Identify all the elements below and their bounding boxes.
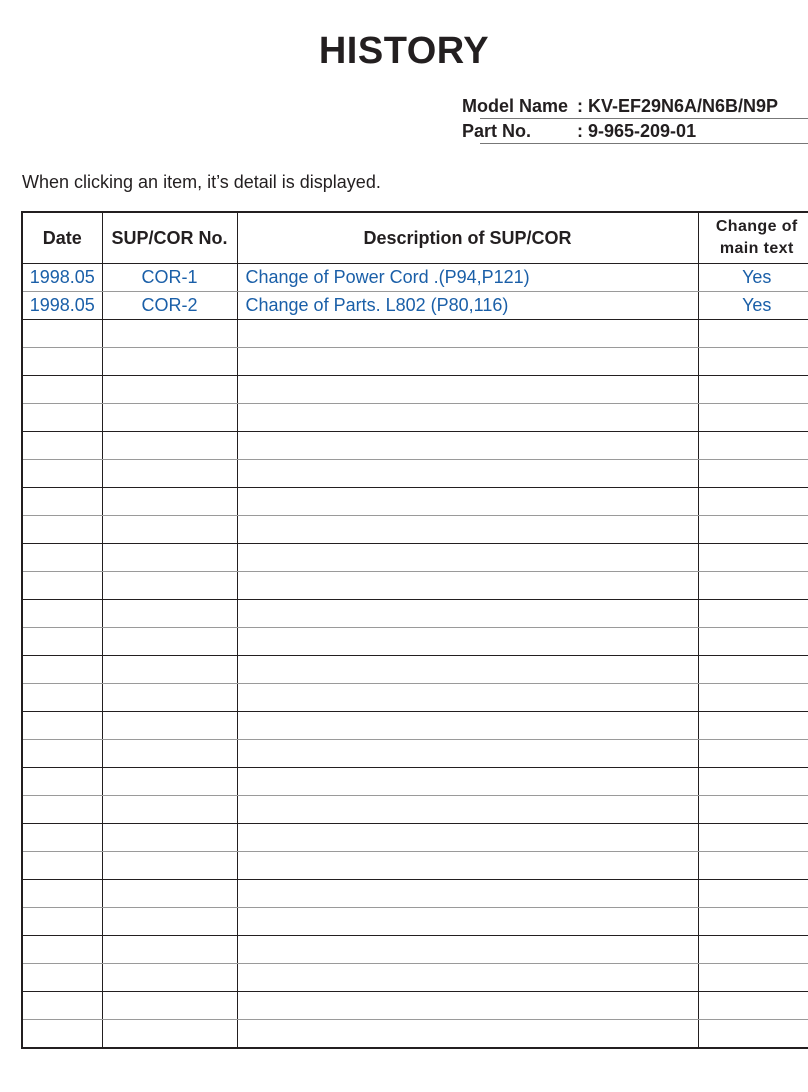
model-name-underline xyxy=(480,118,808,119)
row-change[interactable]: Yes xyxy=(698,264,808,292)
empty-cell xyxy=(698,572,808,600)
empty-cell xyxy=(237,488,698,516)
empty-cell xyxy=(237,768,698,796)
empty-cell xyxy=(237,936,698,964)
empty-cell xyxy=(102,908,237,936)
empty-cell xyxy=(102,544,237,572)
empty-cell xyxy=(237,376,698,404)
table-row-empty xyxy=(22,348,808,376)
table-row-empty xyxy=(22,880,808,908)
table-row-empty xyxy=(22,964,808,992)
empty-cell xyxy=(237,880,698,908)
empty-cell xyxy=(22,852,102,880)
empty-cell xyxy=(237,348,698,376)
empty-cell xyxy=(237,908,698,936)
part-no-label: Part No. xyxy=(462,121,532,141)
row-description[interactable]: Change of Parts. L802 (P80,116) xyxy=(237,292,698,320)
table-row[interactable] xyxy=(22,264,808,292)
table-row-empty xyxy=(22,740,808,768)
empty-cell xyxy=(22,964,102,992)
empty-cell xyxy=(698,460,808,488)
table-row-empty xyxy=(22,600,808,628)
empty-cell xyxy=(22,516,102,544)
model-name-label: Model Name xyxy=(462,96,569,116)
table-row[interactable] xyxy=(22,292,808,320)
empty-cell xyxy=(102,768,237,796)
empty-cell xyxy=(698,964,808,992)
model-name-value: : KV-EF29N6A/N6B/N9P xyxy=(577,96,779,116)
header-sup-cor-no: SUP/COR No. xyxy=(102,212,237,264)
empty-cell xyxy=(237,712,698,740)
empty-cell xyxy=(102,880,237,908)
empty-cell xyxy=(102,432,237,460)
history-table xyxy=(21,211,808,1049)
empty-cell xyxy=(22,572,102,600)
empty-cell xyxy=(102,824,237,852)
empty-cell xyxy=(237,516,698,544)
empty-cell xyxy=(102,1020,237,1049)
empty-cell xyxy=(22,600,102,628)
empty-cell xyxy=(102,684,237,712)
empty-cell xyxy=(237,628,698,656)
empty-cell xyxy=(102,572,237,600)
table-row-empty xyxy=(22,768,808,796)
empty-cell xyxy=(22,628,102,656)
table-row-empty xyxy=(22,992,808,1020)
empty-cell xyxy=(22,320,102,348)
empty-cell xyxy=(237,684,698,712)
row-sup-cor-no[interactable]: COR-1 xyxy=(102,264,237,292)
empty-cell xyxy=(698,684,808,712)
table-row-empty xyxy=(22,684,808,712)
page-title: HISTORY xyxy=(318,30,490,72)
table-body xyxy=(22,264,808,1049)
empty-cell xyxy=(698,992,808,1020)
empty-cell xyxy=(22,348,102,376)
table-row-empty xyxy=(22,628,808,656)
row-date[interactable]: 1998.05 xyxy=(22,264,102,292)
empty-cell xyxy=(102,348,237,376)
empty-cell xyxy=(102,460,237,488)
part-no-underline xyxy=(480,143,808,144)
empty-cell xyxy=(22,656,102,684)
empty-cell xyxy=(698,740,808,768)
empty-cell xyxy=(22,460,102,488)
empty-cell xyxy=(22,712,102,740)
header-date: Date xyxy=(22,212,102,264)
empty-cell xyxy=(237,824,698,852)
table-row-empty xyxy=(22,320,808,348)
empty-cell xyxy=(237,432,698,460)
empty-cell xyxy=(22,544,102,572)
empty-cell xyxy=(22,824,102,852)
row-date[interactable]: 1998.05 xyxy=(22,292,102,320)
header-change-line1: Change of xyxy=(715,218,798,235)
table-row-empty xyxy=(22,404,808,432)
empty-cell xyxy=(102,740,237,768)
empty-cell xyxy=(22,404,102,432)
empty-cell xyxy=(237,404,698,432)
empty-cell xyxy=(698,628,808,656)
empty-cell xyxy=(102,516,237,544)
empty-cell xyxy=(698,516,808,544)
table-row-empty xyxy=(22,936,808,964)
empty-cell xyxy=(237,320,698,348)
empty-cell xyxy=(237,992,698,1020)
empty-cell xyxy=(22,488,102,516)
table-row-empty xyxy=(22,656,808,684)
empty-cell xyxy=(698,488,808,516)
empty-cell xyxy=(698,656,808,684)
empty-cell xyxy=(22,1020,102,1049)
empty-cell xyxy=(698,1020,808,1049)
empty-cell xyxy=(102,376,237,404)
empty-cell xyxy=(22,796,102,824)
empty-cell xyxy=(698,908,808,936)
empty-cell xyxy=(102,488,237,516)
table-row-empty xyxy=(22,376,808,404)
part-no-value: : 9-965-209-01 xyxy=(577,121,697,141)
table-row-empty xyxy=(22,488,808,516)
table-header-row xyxy=(22,212,808,264)
table-row-empty xyxy=(22,460,808,488)
header-change-line2: main text xyxy=(719,240,794,257)
empty-cell xyxy=(22,992,102,1020)
empty-cell xyxy=(698,348,808,376)
table-row-empty xyxy=(22,712,808,740)
empty-cell xyxy=(698,320,808,348)
empty-cell xyxy=(698,880,808,908)
empty-cell xyxy=(102,852,237,880)
table-row-empty xyxy=(22,516,808,544)
empty-cell xyxy=(102,712,237,740)
empty-cell xyxy=(698,432,808,460)
empty-cell xyxy=(102,320,237,348)
row-sup-cor-no[interactable]: COR-2 xyxy=(102,292,237,320)
table-row-empty xyxy=(22,572,808,600)
empty-cell xyxy=(22,880,102,908)
empty-cell xyxy=(102,992,237,1020)
empty-cell xyxy=(102,964,237,992)
empty-cell xyxy=(22,936,102,964)
table-row-empty xyxy=(22,852,808,880)
empty-cell xyxy=(102,796,237,824)
empty-cell xyxy=(102,600,237,628)
empty-cell xyxy=(698,824,808,852)
empty-cell xyxy=(237,656,698,684)
header-change-of-main-text xyxy=(698,212,808,264)
empty-cell xyxy=(698,768,808,796)
empty-cell xyxy=(698,544,808,572)
empty-cell xyxy=(237,852,698,880)
empty-cell xyxy=(102,404,237,432)
empty-cell xyxy=(237,740,698,768)
empty-cell xyxy=(237,600,698,628)
empty-cell xyxy=(22,376,102,404)
empty-cell xyxy=(698,376,808,404)
empty-cell xyxy=(22,908,102,936)
table-row-empty xyxy=(22,544,808,572)
table-row-empty xyxy=(22,824,808,852)
empty-cell xyxy=(237,796,698,824)
empty-cell xyxy=(22,768,102,796)
empty-cell xyxy=(237,572,698,600)
empty-cell xyxy=(102,628,237,656)
empty-cell xyxy=(237,1020,698,1049)
empty-cell xyxy=(698,796,808,824)
empty-cell xyxy=(698,852,808,880)
empty-cell xyxy=(102,936,237,964)
table-row-empty xyxy=(22,1020,808,1049)
empty-cell xyxy=(22,432,102,460)
instruction-text: When clicking an item, it’s detail is displayed. xyxy=(22,172,381,192)
row-change[interactable]: Yes xyxy=(698,292,808,320)
empty-cell xyxy=(698,712,808,740)
empty-cell xyxy=(237,460,698,488)
row-description[interactable]: Change of Power Cord .(P94,P121) xyxy=(237,264,698,292)
empty-cell xyxy=(102,656,237,684)
empty-cell xyxy=(237,964,698,992)
empty-cell xyxy=(237,544,698,572)
header-description: Description of SUP/COR xyxy=(237,212,698,264)
table-row-empty xyxy=(22,796,808,824)
table-row-empty xyxy=(22,432,808,460)
empty-cell xyxy=(22,740,102,768)
empty-cell xyxy=(698,936,808,964)
table-row-empty xyxy=(22,908,808,936)
empty-cell xyxy=(698,404,808,432)
empty-cell xyxy=(22,684,102,712)
empty-cell xyxy=(698,600,808,628)
